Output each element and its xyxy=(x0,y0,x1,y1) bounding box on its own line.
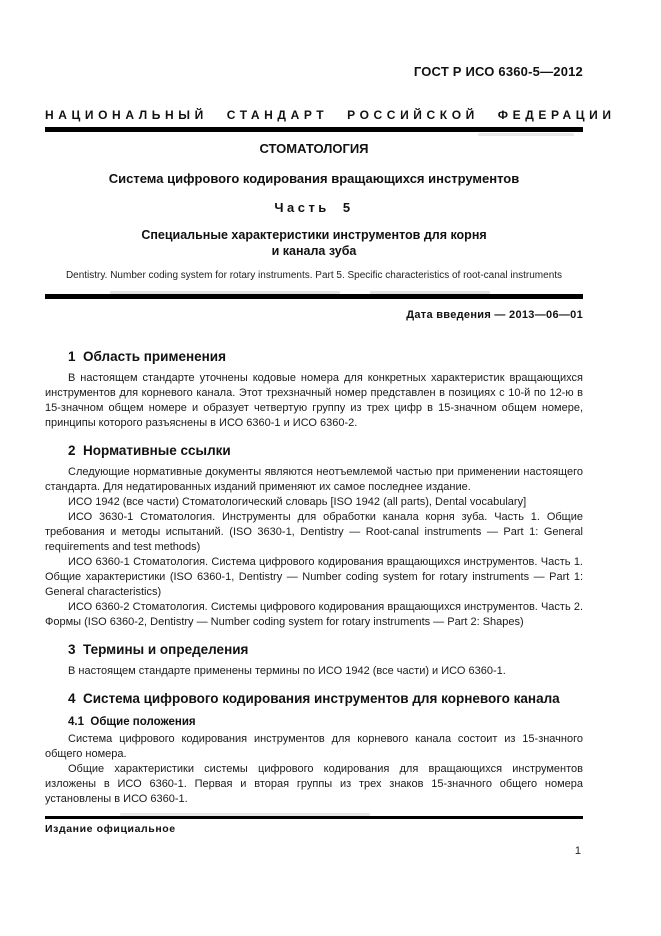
header-rule xyxy=(45,127,583,132)
reference-iso-6360-2: ИСО 6360-2 Стоматология. Системы цифрового кодирования вращающихся инструментов. Часть 2. Формы (ISO 6360-2, Dentistry — Number coding system for rotary instruments — Part 2: Shapes) xyxy=(45,601,583,628)
page-number: 1 xyxy=(574,845,581,857)
edition-note: Издание официальное xyxy=(45,823,176,835)
title-subtitle-line-2: и канала зуба xyxy=(271,244,357,258)
document-body xyxy=(45,349,583,807)
section-4-1-paragraph-1: Система цифрового кодирования инструментов для корневого канала состоит из 15-значного общего номера. xyxy=(45,733,583,760)
title-main: Система цифрового кодирования вращающихся инструментов xyxy=(108,171,520,186)
section-1-paragraph: В настоящем стандарте уточнены кодовые номера для конкретных характеристик вращающихся инструментов для корневого канала. Этот трехзначный номер представлен в позициях с 10-й по 12-ю в 15-значном общем номере и образует четвертую группу из трех цифр в 15-значном общем номере, принципы которого разъяснены в ИСО 6360-1 и ИСО 6360-2. xyxy=(45,372,583,429)
title-part: Часть 5 xyxy=(274,200,354,215)
scan-artifact xyxy=(478,133,574,136)
section-3-heading: 3 Термины и определения xyxy=(68,642,249,657)
standard-number: ГОСТ Р ИСО 6360-5—2012 xyxy=(413,64,583,79)
section-4-heading: 4 Система цифрового кодирования инструментов для корневого канала xyxy=(68,691,560,706)
title-subtitle-line-1: Специальные характеристики инструментов для корня xyxy=(141,228,487,242)
title-rule xyxy=(45,294,583,299)
section-2-paragraph: Следующие нормативные документы являются неотъемлемой частью при применении настоящего стандарта. Для недатированных изданий применяют их самое последнее издание. xyxy=(45,466,583,493)
reference-iso-1942: ИСО 1942 (все части) Стоматологический словарь [ISO 1942 (all parts), Dental vocabulary] xyxy=(68,496,527,508)
footer-rule xyxy=(45,816,583,819)
section-2-heading: 2 Нормативные ссылки xyxy=(68,443,231,458)
effective-date: Дата введения — 2013—06—01 xyxy=(406,309,583,321)
section-1-heading: 1 Область применения xyxy=(68,349,226,364)
title-english: Dentistry. Number coding system for rotary instruments. Part 5. Specific characteristics of root-canal instruments xyxy=(65,270,563,281)
section-3-paragraph: В настоящем стандарте применены термины по ИСО 1942 (все части) и ИСО 6360-1. xyxy=(68,665,506,677)
reference-iso-6360-1: ИСО 6360-1 Стоматология. Система цифрового кодирования вращающихся инструментов. Часть 1. Общие характеристики (ISO 6360-1, Dentistry — Number coding system for rotary instruments — Part 1: General characteristics) xyxy=(45,556,583,598)
national-standard-banner: НАЦИОНАЛЬНЫЙ СТАНДАРТ РОССИЙСКОЙ ФЕДЕРАЦИИ xyxy=(45,108,616,122)
section-4-1-paragraph-2: Общие характеристики системы цифрового кодирования для вращающихся инструментов изложены в ИСО 6360-1. Первая и вторая группы из трех знаков 15-значного общего номера установлены в ИСО 6360-1. xyxy=(45,763,583,805)
title-domain: СТОМАТОЛОГИЯ xyxy=(259,141,369,156)
section-4-1-subheading: 4.1 Общие положения xyxy=(68,716,196,728)
reference-iso-3630-1: ИСО 3630-1 Стоматология. Инструменты для обработки канала корня зуба. Часть 1. Общие требования и методы испытаний. (ISO 3630-1, Dentistry — Root-canal instruments — Part 1: General requirements and test methods) xyxy=(45,511,583,553)
